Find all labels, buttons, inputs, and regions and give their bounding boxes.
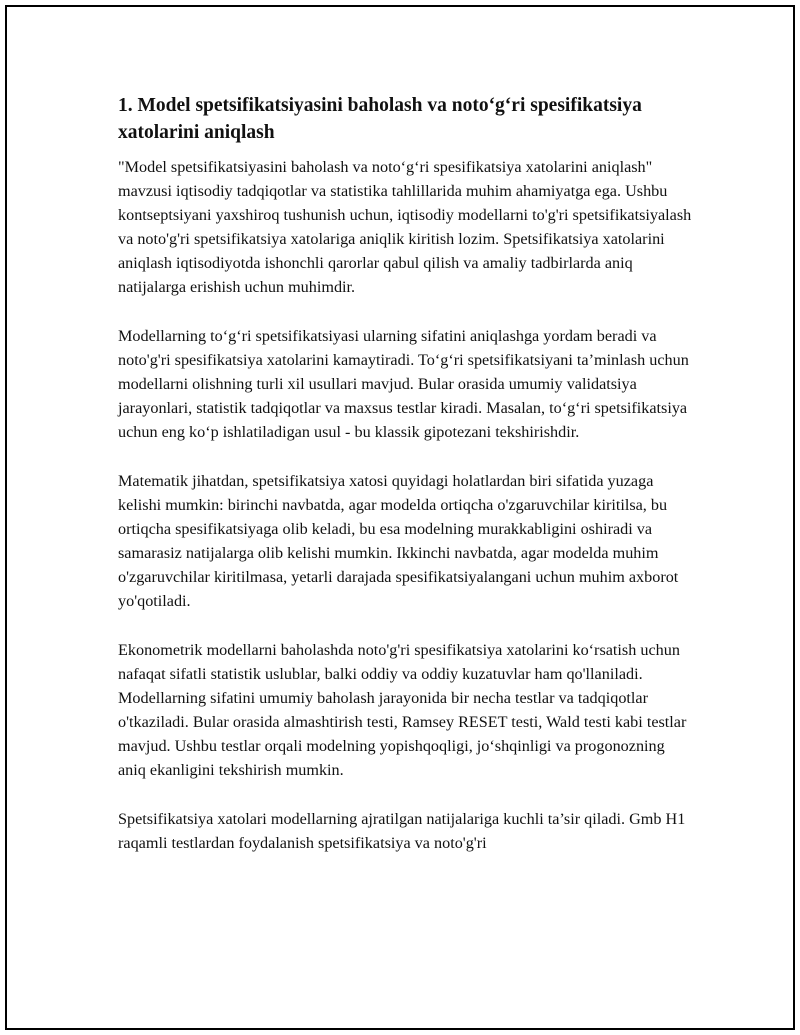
document-body [118, 92, 693, 880]
paragraph-intro: "Model spetsifikatsiyasini baholash va noto‘g‘ri spesifikatsiya xatolarini aniqlash" mavzusi iqtisodiy tadqiqotlar va statistika tahlillarida muhim ahamiyatga ega. Ushbu kontseptsiyani yaxshiroq tushunish uchun, iqtisodiy modellarni to'g'ri spetsifikatsiyalash va noto'g'ri spetsifikatsiya xatolariga aniqlik kiritish lozim. Spetsifikatsiya xatolarini aniqlash iqtisodiyotda ishonchli qarorlar qabul qilish va amaliy tadbirlarda aniq natijalarga erishish uchun muhimdir. [118, 158, 692, 296]
paragraph-mathematical-errors: Matematik jihatdan, spetsifikatsiya xatosi quyidagi holatlardan biri sifatida yuzaga kelishi mumkin: birinchi navbatda, agar modelda ortiqcha o'zgaruvchilar kiritilsa, bu ortiqcha spesifikatsiyaga olib keladi, bu esa modelning murakkabligini oshiradi va samarasiz natijalarga olib kelishi mumkin. Ikkinchi navbatda, agar modelda muhim o'zgaruvchilar kiritilmasa, yetarli darajada spesifikatsiyalangani uchun muhim axborot yo'qotiladi. [118, 472, 679, 610]
paragraph-econometric-tests: Ekonometrik modellarni baholashda noto'g'ri spesifikatsiya xatolarini ko‘rsatish uchun nafaqat sifatli statistik uslublar, balki oddiy va oddiy kuzatuvlar ham qo'llaniladi. Modellarning sifatini umumiy baholash jarayonida bir necha testlar va tadqiqotlar o'tkaziladi. Bular orasida almashtirish testi, Ramsey RESET testi, Wald testi kabi testlar mavjud. Ushbu testlar orqali modelning yopishqoqligi, jo‘shqinligi va progonozning aniq ekanligini tekshirish mumkin. [118, 641, 687, 779]
paragraph-specification-impact: Spetsifikatsiya xatolari modellarning ajratilgan natijalariga kuchli ta’sir qiladi. Gmb H1 raqamli testlardan foydalanish spetsifikatsiya va noto'g'ri [118, 810, 686, 852]
paragraph-correct-specification: Modellarning to‘g‘ri spetsifikatsiyasi ularning sifatini aniqlashga yordam beradi va noto'g'ri spesifikatsiya xatolarini kamaytiradi. To‘g‘ri spetsifikatsiyani ta’minlash uchun modellarni olishning turli xil usullari mavjud. Bular orasida umumiy validatsiya jarayonlari, statistik tadqiqotlar va maxsus testlar kiradi. Masalan, to‘g‘ri spetsifikatsiya uchun eng ko‘p ishlatiladigan usul - bu klassik gipotezani tekshirishdir. [118, 327, 689, 441]
section-heading: 1. Model spetsifikatsiyasini baholash va noto‘g‘ri spesifikatsiya xatolarini aniqlash [118, 95, 642, 143]
